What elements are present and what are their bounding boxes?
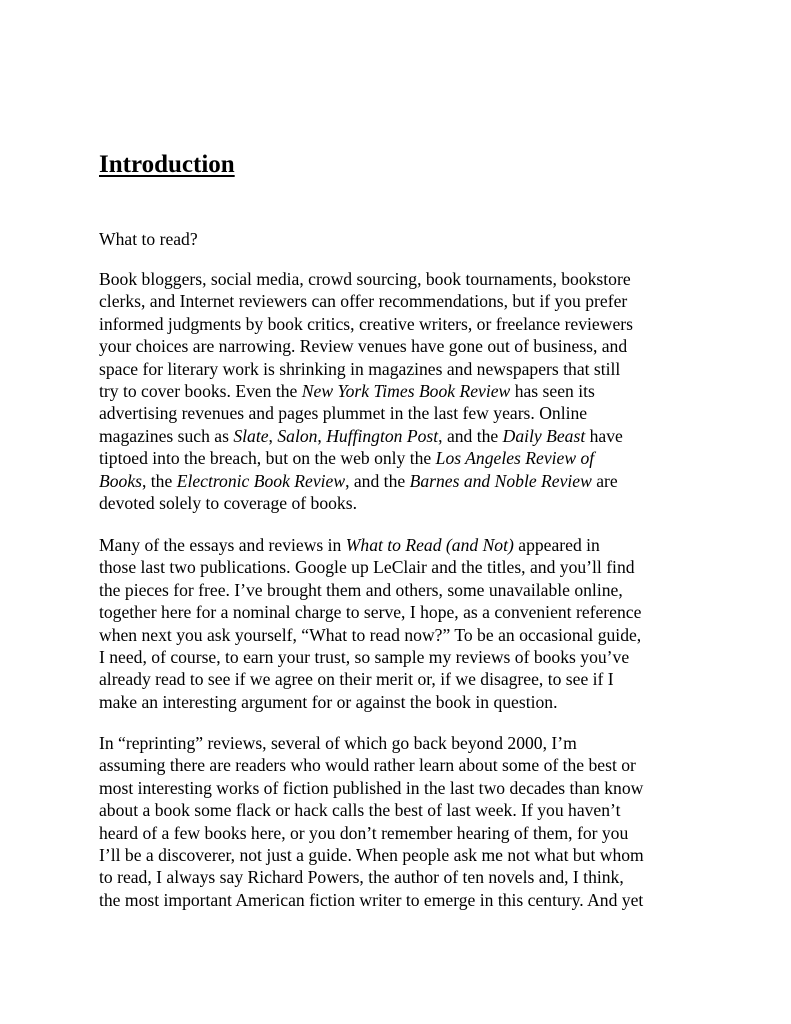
text-line: informed judgments by book critics, creative writers, or freelance reviewers xyxy=(99,313,633,334)
text-line: In “reprinting” reviews, several of which go back beyond 2000, I’m xyxy=(99,733,577,753)
text-line: Many of the essays and reviews in What to Read (and Not) appeared in xyxy=(99,535,600,555)
text-line: magazines such as Slate, Salon, Huffington Post, and the Daily Beast have xyxy=(99,425,623,446)
paragraph-2 xyxy=(99,534,641,713)
page-title: Introduction xyxy=(99,151,235,178)
text-line: I’ll be a discoverer, not just a guide. When people ask me not what but whom xyxy=(99,845,644,866)
italic-title: Slate xyxy=(233,425,269,446)
text-line: together here for a nominal charge to serve, I hope, as a convenient reference xyxy=(99,602,642,623)
text-line: most interesting works of fiction published in the last two decades than know xyxy=(99,777,644,798)
italic-title: Huffington Post xyxy=(326,425,439,446)
text-line: the most important American fiction writer to emerge in this century. And yet xyxy=(99,889,644,910)
text-line: I need, of course, to earn your trust, so sample my reviews of books you’ve xyxy=(99,647,630,668)
text-line: Books, the Electronic Book Review, and the Barnes and Noble Review are xyxy=(99,470,618,491)
text-line: make an interesting argument for or against the book in question. xyxy=(99,691,558,712)
text-line: those last two publications. Google up LeClair and the titles, and you’ll find xyxy=(99,557,635,578)
text-line: already read to see if we agree on their merit or, if we disagree, to see if I xyxy=(99,669,614,690)
text-line: tiptoed into the breach, but on the web only the Los Angeles Review of xyxy=(99,448,595,469)
text-line: devoted solely to coverage of books. xyxy=(99,493,357,514)
italic-title: Electronic Book Review xyxy=(176,470,346,491)
italic-title: Salon xyxy=(277,425,318,446)
italic-title: What to Read (and Not) xyxy=(345,535,514,555)
opening-question: What to read? xyxy=(99,229,198,249)
text-line: about a book some flack or hack calls the best of last week. If you haven’t xyxy=(99,800,621,821)
paragraph-1 xyxy=(99,268,633,514)
text-line: when next you ask yourself, “What to read now?” To be an occasional guide, xyxy=(99,624,642,645)
paragraph-3 xyxy=(99,732,644,911)
italic-title: Barnes and Noble Review xyxy=(409,470,592,491)
text-line: Book bloggers, social media, crowd sourcing, book tournaments, bookstore xyxy=(99,269,631,289)
text-line: clerks, and Internet reviewers can offer recommendations, but if you prefer xyxy=(99,291,628,312)
text-line: your choices are narrowing. Review venues have gone out of business, and xyxy=(99,336,628,357)
text-line: assuming there are readers who would rather learn about some of the best or xyxy=(99,755,636,776)
text-line: heard of a few books here, or you don’t remember hearing of them, for you xyxy=(99,822,629,843)
italic-title: Books xyxy=(99,470,142,491)
italic-title: New York Times Book Review xyxy=(301,381,511,402)
text-line: to read, I always say Richard Powers, the author of ten novels and, I think, xyxy=(99,867,624,888)
text-line: advertising revenues and pages plummet in the last few years. Online xyxy=(99,403,588,424)
text-line: try to cover books. Even the New York Times Book Review has seen its xyxy=(99,381,595,402)
italic-title: Los Angeles Review of xyxy=(435,448,595,469)
italic-title: Daily Beast xyxy=(502,425,586,446)
text-line: the pieces for free. I’ve brought them and others, some unavailable online, xyxy=(99,579,623,600)
text-line: space for literary work is shrinking in magazines and newspapers that still xyxy=(99,358,621,379)
